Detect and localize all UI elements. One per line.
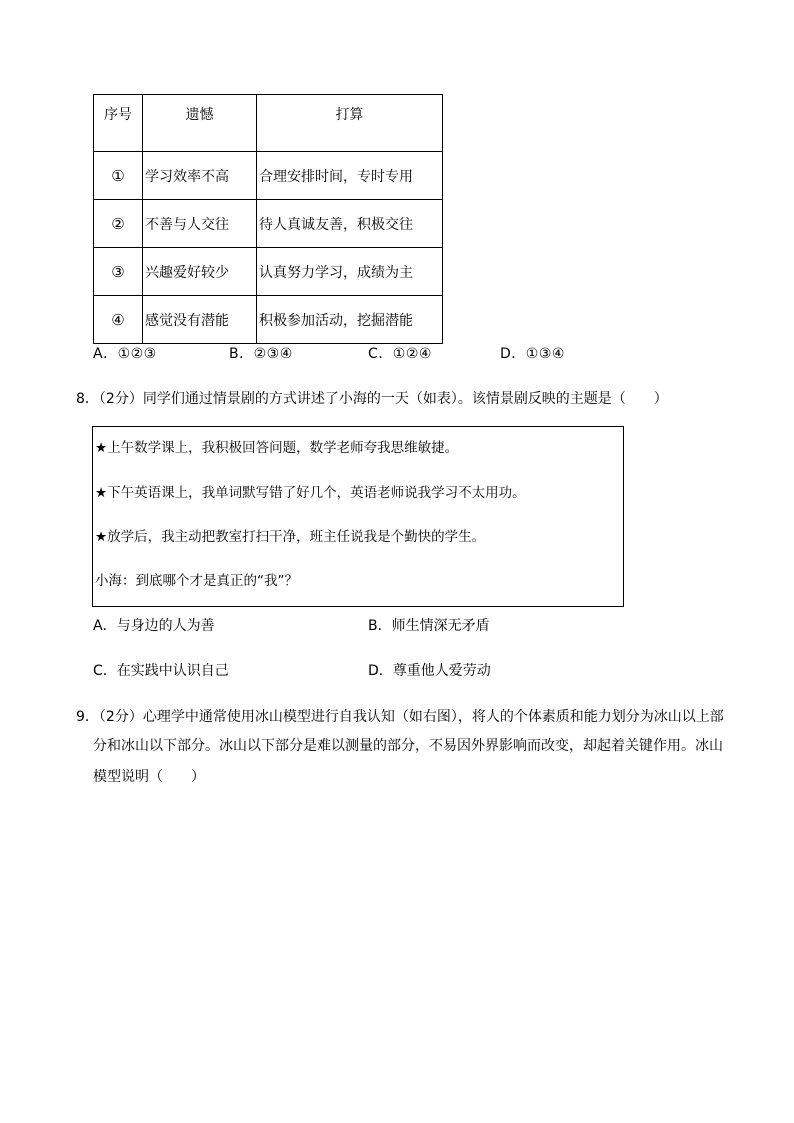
table-row <box>94 296 443 344</box>
table-row <box>94 152 443 200</box>
scenario-line: ★下午英语课上，我单词默写错了好几个，英语老师说我学习不太用功。 <box>95 485 526 501</box>
row-regret: 兴趣爱好较少 <box>143 248 257 296</box>
table-row <box>94 248 443 296</box>
q9-stem-line: 模型说明（ ） <box>93 769 205 785</box>
q8-option-d[interactable]: D．尊重他人爱劳动 <box>368 663 491 679</box>
header-cell-number: 序号 <box>94 95 143 152</box>
q7-option-c[interactable]: C．①②④ <box>368 346 432 362</box>
row-number: ② <box>94 200 143 248</box>
row-regret: 学习效率不高 <box>143 152 257 200</box>
q9-stem-line: 分和冰山以下部分。冰山以下部分是难以测量的部分，不易因外界影响而改变，却起着关键作用。冰山 <box>93 738 723 754</box>
scenario-line: ★上午数学课上，我积极回答问题，数学老师夸我思维敏捷。 <box>95 440 459 456</box>
table-row <box>94 200 443 248</box>
row-number: ④ <box>94 296 143 344</box>
row-regret: 感觉没有潜能 <box>143 296 257 344</box>
table-header-row <box>94 95 443 152</box>
q7-option-d[interactable]: D．①③④ <box>500 346 565 362</box>
row-plan: 合理安排时间，专时专用 <box>257 152 443 200</box>
row-plan: 认真努力学习，成绩为主 <box>257 248 443 296</box>
q8-option-b[interactable]: B．师生情深无矛盾 <box>368 618 490 634</box>
q8-stem: 8．（2分）同学们通过情景剧的方式讲述了小海的一天（如表）。该情景剧反映的主题是（ ） <box>76 391 668 407</box>
header-cell-regret: 遗憾 <box>143 95 257 152</box>
q7-option-a[interactable]: A．①②③ <box>93 346 157 362</box>
row-plan: 待人真诚友善，积极交往 <box>257 200 443 248</box>
regret-plan-table <box>93 94 443 344</box>
row-number: ① <box>94 152 143 200</box>
row-regret: 不善与人交往 <box>143 200 257 248</box>
q9-stem-line: 9．（2分）心理学中通常使用冰山模型进行自我认知（如右图），将人的个体素质和能力划分为冰山以上部 <box>76 709 724 725</box>
q8-scenario-box <box>92 426 624 607</box>
header-cell-plan: 打算 <box>257 95 443 152</box>
q7-option-b[interactable]: B．②③④ <box>229 346 293 362</box>
row-plan: 积极参加活动，挖掘潜能 <box>257 296 443 344</box>
scenario-line: 小海：到底哪个才是真正的“我”？ <box>95 573 298 589</box>
q8-option-c[interactable]: C．在实践中认识自己 <box>93 663 229 679</box>
row-number: ③ <box>94 248 143 296</box>
q8-option-a[interactable]: A．与身边的人为善 <box>93 618 215 634</box>
scenario-line: ★放学后，我主动把教室打扫干净，班主任说我是个勤快的学生。 <box>95 529 486 545</box>
